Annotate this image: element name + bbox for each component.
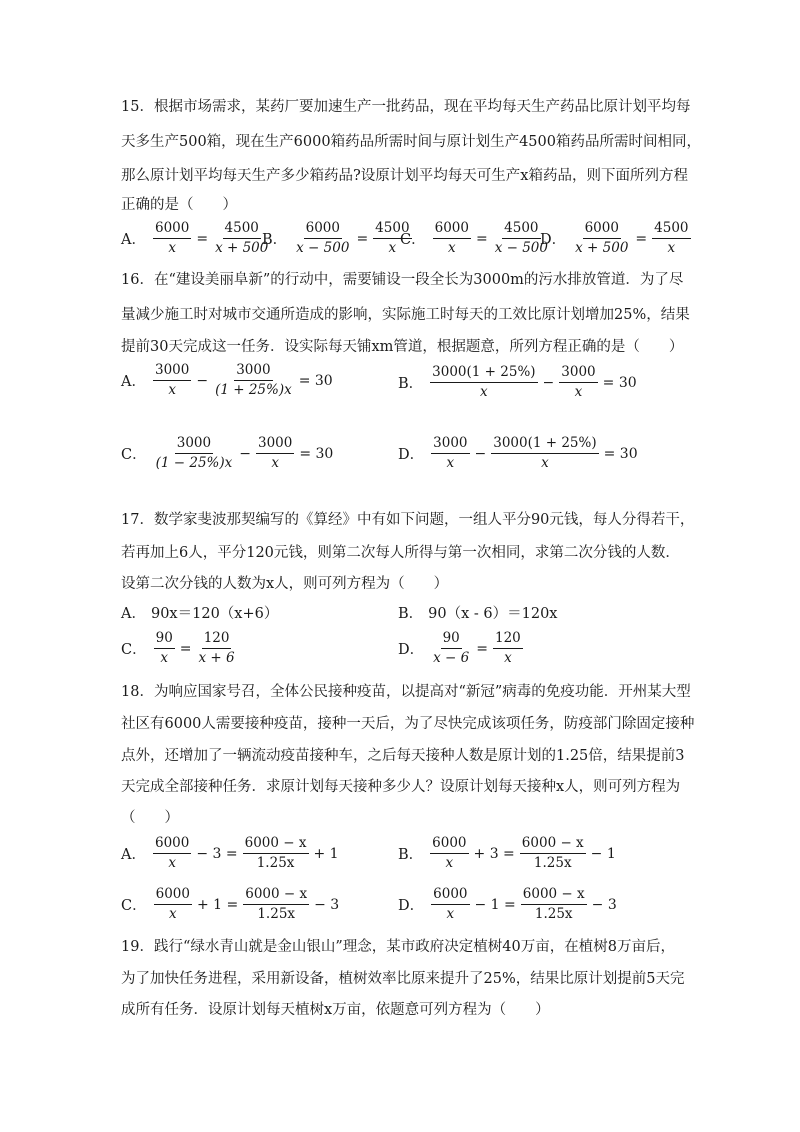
- option-label: C．: [400, 232, 426, 248]
- q18-option-c[interactable]: C． $\frac{6000}{x}$ + 1 = $\frac{6000 - x}{1.25x}$ − 3: [121, 886, 340, 922]
- option-text: 90（x - 6）＝120x: [428, 606, 558, 622]
- option-label: A．: [121, 374, 146, 390]
- option-text: 90x＝120（x+6）: [150, 606, 279, 622]
- q16-option-d[interactable]: D． $\frac{3000}{x}$ − $\frac{3000(1 + 25\%)}{x}$ = 30: [398, 435, 638, 471]
- q16-line-1: 16．在“建设美丽阜新”的行动中，需要铺设一段全长为3000m的污水排放管道．为了尽: [121, 272, 684, 288]
- q15-line-2: 天多生产500箱，现在生产6000箱药品所需时间与原计划生产4500箱药品所需时间相同，: [121, 134, 701, 150]
- fraction: $\frac{3000}{x}$: [561, 364, 596, 400]
- q18-line-5: （ ）: [121, 810, 179, 826]
- fraction: $\frac{4500}{x}$: [654, 220, 689, 256]
- fraction: $\frac{6000}{x}$: [154, 835, 190, 871]
- option-label: D．: [398, 642, 425, 658]
- q15-option-b[interactable]: B． $\frac{6000}{x - 500}$ = $\frac{4500}{x}$: [262, 220, 410, 256]
- q17-line-2: 若再加上6人，平分120元钱，则第二次每人所得与第一次相同，求第二次分钱的人数．: [121, 545, 680, 561]
- fraction: $\frac{3000}{x}$: [154, 362, 190, 398]
- q18-line-2: 社区有6000人需要接种疫苗，接种一天后，为了尽快完成该项任务，防疫部门除固定接种: [121, 716, 695, 732]
- option-label: A．: [121, 232, 146, 248]
- fraction: $\frac{6000 - x}{1.25x}$: [522, 886, 585, 922]
- option-label: B．: [262, 232, 288, 248]
- fraction: $\frac{3000(1 + 25\%)}{x}$: [432, 364, 536, 400]
- fraction: $\frac{90}{x - 6}$: [433, 630, 470, 666]
- q16-line-3: 提前30天完成这一任务．设实际每天铺xm管道，根据题意，所列方程正确的是（ ）: [121, 339, 684, 355]
- q18-line-3: 点外，还增加了一辆流动疫苗接种车，之后每天接种人数是原计划的1.25倍，结果提前3: [121, 748, 685, 764]
- fraction: $\frac{3000}{(1 - 25\%)x}$: [155, 435, 233, 471]
- q18-option-a[interactable]: A． $\frac{6000}{x}$ − 3 = $\frac{6000 - x}{1.25x}$ + 1: [121, 835, 339, 871]
- q17-option-a[interactable]: [121, 602, 278, 623]
- fraction: $\frac{6000}{x}$: [154, 220, 190, 256]
- option-label: C．: [121, 447, 147, 463]
- q19-line-2: 为了加快任务进程，采用新设备，植树效率比原来提升了25%，结果比原计划提前5天完: [121, 971, 685, 987]
- q17-option-c[interactable]: C． $\frac{90}{x}$ = $\frac{120}{x + 6}$: [121, 630, 235, 666]
- fraction: $\frac{6000}{x}$: [433, 886, 468, 922]
- fraction: $\frac{3000(1 + 25\%)}{x}$: [493, 435, 597, 471]
- q15-option-d[interactable]: D． $\frac{6000}{x + 500}$ = $\frac{4500}{x}$: [540, 220, 689, 256]
- q19-line-1: 19．践行“绿水青山就是金山银山”理念，某市政府决定植树40万亩，在植树8万亩后，: [121, 939, 675, 955]
- option-label: D．: [398, 898, 425, 914]
- option-label: B．: [398, 847, 424, 863]
- fraction: $\frac{120}{x}$: [494, 630, 521, 666]
- option-label: B．: [398, 376, 424, 392]
- fraction: $\frac{3000}{(1 + 25\%)x}$: [215, 362, 292, 398]
- q18-option-d[interactable]: D． $\frac{6000}{x}$ − 1 = $\frac{6000 - x}{1.25x}$ − 3: [398, 886, 617, 922]
- option-label: D．: [540, 232, 567, 248]
- fraction: $\frac{4500}{x - 500}$: [494, 220, 548, 256]
- q16-option-a[interactable]: A． $\frac{3000}{x}$ − $\frac{3000}{(1 + 25\%)x}$ = 30: [121, 362, 333, 398]
- q16-option-b[interactable]: B． $\frac{3000(1 + 25\%)}{x}$ − $\frac{3000}{x}$ = 30: [398, 364, 637, 400]
- q15-line-4: 正确的是（ ）: [121, 197, 237, 213]
- q17-option-b[interactable]: [398, 602, 557, 623]
- option-label: B．: [398, 606, 424, 622]
- option-label: A．: [121, 847, 146, 863]
- option-label: D．: [398, 447, 425, 463]
- q17-line-3: 设第二次分钱的人数为x人，则可列方程为（ ）: [121, 576, 449, 592]
- fraction: $\frac{6000}{x}$: [432, 835, 467, 871]
- fraction: $\frac{6000 - x}{1.25x}$: [244, 835, 307, 871]
- option-label: C．: [121, 898, 147, 914]
- fraction: $\frac{120}{x + 6}$: [198, 630, 235, 666]
- fraction: $\frac{6000}{x - 500}$: [296, 220, 350, 256]
- q15-option-c[interactable]: C． $\frac{6000}{x}$ = $\frac{4500}{x - 500}$: [400, 220, 548, 256]
- fraction: $\frac{6000}{x + 500}$: [575, 220, 629, 256]
- fraction: $\frac{4500}{x + 500}$: [215, 220, 269, 256]
- q18-line-1: 18．为响应国家号召，全体公民接种疫苗，以提高对“新冠”病毒的免疫功能．开州某大型: [121, 684, 691, 700]
- fraction: $\frac{6000}{x}$: [155, 886, 190, 922]
- q18-line-4: 天完成全部接种任务．求原计划每天接种多少人？设原计划每天接种x人，则可列方程为: [121, 779, 681, 795]
- option-label: A．: [121, 606, 146, 622]
- option-label: C．: [121, 642, 147, 658]
- fraction: $\frac{6000}{x}$: [434, 220, 469, 256]
- fraction: $\frac{6000 - x}{1.25x}$: [521, 835, 584, 871]
- fraction: $\frac{6000 - x}{1.25x}$: [245, 886, 308, 922]
- fraction: $\frac{90}{x}$: [155, 630, 173, 666]
- q15-line-3: 那么原计划平均每天生产多少箱药品?设原计划平均每天可生产x箱药品，则下面所列方程: [121, 168, 688, 184]
- q17-line-1: 17．数学家斐波那契编写的《算经》中有如下问题，一组人平分90元钱，每人分得若干，: [121, 512, 695, 528]
- q16-line-2: 量减少施工时对城市交通所造成的影响，实际施工时每天的工效比原计划增加25%，结果: [121, 307, 690, 323]
- q17-option-d[interactable]: D． $\frac{90}{x - 6}$ = $\frac{120}{x}$: [398, 630, 521, 666]
- q19-line-3: 成所有任务．设原计划每天植树x万亩，依题意可列方程为（ ）: [121, 1002, 550, 1018]
- q16-option-c[interactable]: C． $\frac{3000}{(1 - 25\%)x}$ − $\frac{3000}{x}$ = 30: [121, 435, 334, 471]
- q15-line-1: 15．根据市场需求，某药厂要加速生产一批药品，现在平均每天生产药品比原计划平均每: [121, 99, 691, 115]
- q15-option-a[interactable]: A． $\frac{6000}{x}$ = $\frac{4500}{x + 500}$: [121, 220, 269, 256]
- fraction: $\frac{3000}{x}$: [433, 435, 468, 471]
- fraction: $\frac{3000}{x}$: [257, 435, 293, 471]
- fraction: $\frac{4500}{x}$: [375, 220, 410, 256]
- q18-option-b[interactable]: B． $\frac{6000}{x}$ + 3 = $\frac{6000 - x}{1.25x}$ − 1: [398, 835, 616, 871]
